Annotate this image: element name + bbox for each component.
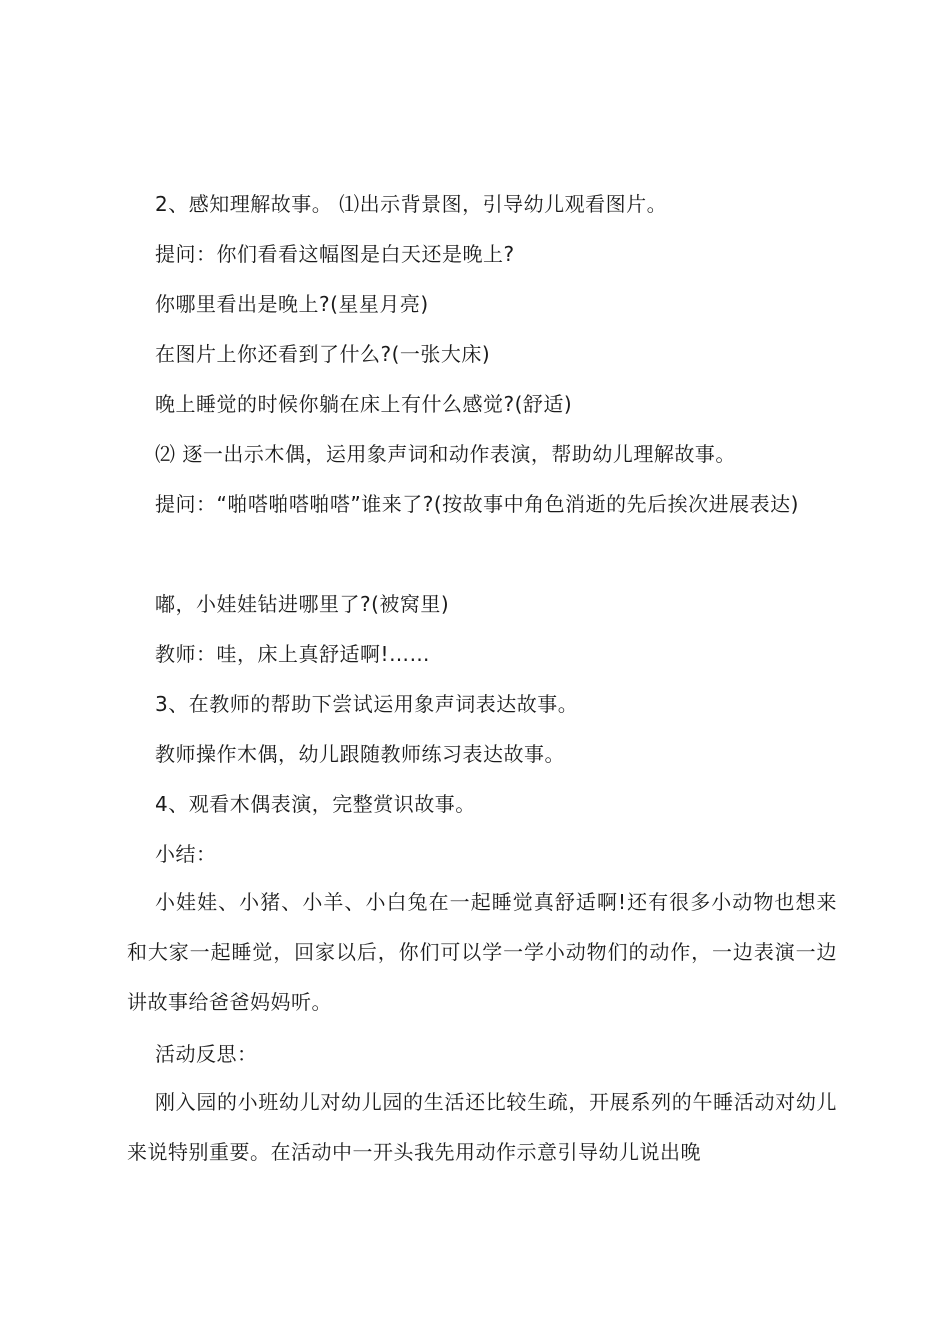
paragraph-summary: 小娃娃、小猪、小羊、小白兔在一起睡觉真舒适啊!还有很多小动物也想来和大家一起睡觉，回家以后，你们可以学一学小动物们的动作，一边表演一边讲故事给爸爸妈妈听。 — [127, 890, 837, 1014]
paragraph-question-night: 你哪里看出是晚上?(星星月亮) — [155, 292, 429, 316]
paragraph-step-4: 4、观看木偶表演，完整赏识故事。 — [155, 792, 476, 816]
paragraph-question-picture: 在图片上你还看到了什么?(一张大床) — [155, 342, 491, 366]
paragraph-practice: 教师操作木偶，幼儿跟随教师练习表达故事。 — [155, 742, 565, 766]
paragraph-step-3: 3、在教师的帮助下尝试运用象声词表达故事。 — [155, 692, 579, 716]
paragraph-reflection: 刚入园的小班幼儿对幼儿园的生活还比较生疏，开展系列的午睡活动对幼儿来说特别重要。在活动中一开头我先用动作示意引导幼儿说出晚 — [127, 1090, 837, 1164]
paragraph-question-who-came: 提问：“啪嗒啪嗒啪嗒”谁来了?(按故事中角色消逝的先后挨次进展表达) — [155, 492, 799, 516]
paragraph-teacher-comment: 教师：哇，床上真舒适啊!…… — [155, 642, 431, 666]
paragraph-puppets: ⑵ 逐一出示木偶，运用象声词和动作表演，帮助幼儿理解故事。 — [155, 442, 736, 466]
paragraph-reflection-heading: 活动反思： — [155, 1042, 258, 1066]
paragraph-question-blanket: 嘟，小娃娃钻进哪里了?(被窝里) — [155, 592, 450, 616]
paragraph-question-day-night: 提问：你们看看这幅图是白天还是晚上? — [155, 242, 515, 266]
paragraph-step-2: 2、感知理解故事。 ⑴出示背景图，引导幼儿观看图片。 — [155, 192, 668, 216]
paragraph-summary-heading: 小结： — [155, 842, 217, 866]
paragraph-question-feeling: 晚上睡觉的时候你躺在床上有什么感觉?(舒适) — [155, 392, 573, 416]
